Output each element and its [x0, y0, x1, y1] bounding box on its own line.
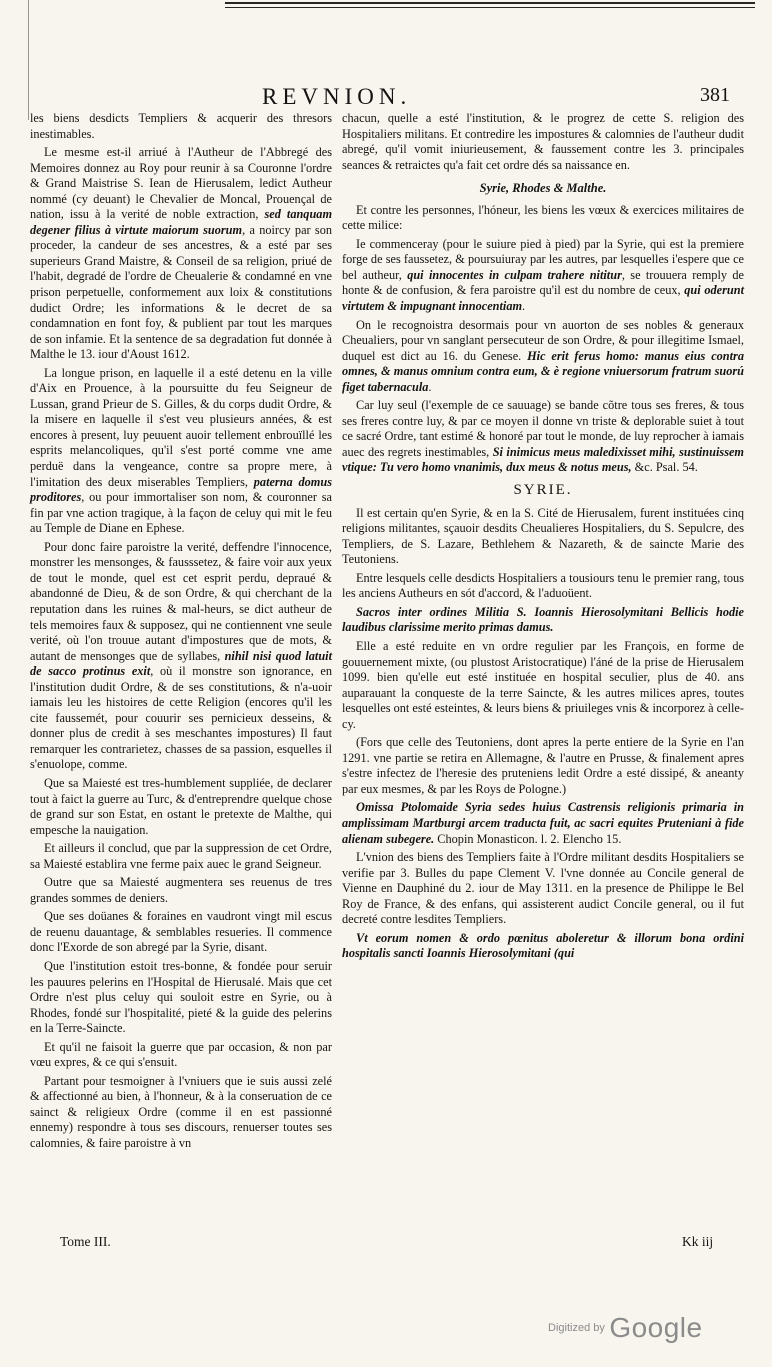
right-column [342, 111, 744, 965]
volume-label: Tome III. [60, 1234, 111, 1249]
latin-quotation: Sacros inter ordines Militia S. Ioannis Hierosolymitani Bellicis hodie laudibus clarissime merito primas damus. [342, 604, 744, 635]
right-paragraphs-a [342, 203, 744, 476]
latin-quotation: Si inimicus meus maledixisset mihi, sustinuissem vtique: Tu vero homo vnanimis, dux meus & notus meus, [342, 444, 744, 475]
paragraph [342, 850, 744, 928]
paragraph [30, 959, 332, 1037]
paragraph [30, 366, 332, 537]
text-run: , se trouuera remply de honte & de confusion, & fera paroistre qu'il est du nombre de ceux, [342, 267, 744, 298]
text-run: . [522, 299, 526, 314]
text-run: &c. Psal. 54. [631, 460, 698, 475]
paragraph [342, 506, 744, 568]
text-run: chacun, quelle a esté l'institution, & le progrez de cette S. religion des Hospitaliers militans. Et contredire les impostures & calomnies de l'autheur dudit abregé, qu'il vomit iniurieusement, & faussement contre les 3. principales seances & retraictes qu'a fait cet ordre dés sa naissance en. [342, 111, 744, 172]
text-run: , a noircy par son proceder, la candeur de ses ancestres, & a esté par ses superieurs Grand Maistre, & Conseil de sa religion, priué de l'habit, degradé de l'ordre de Cheualerie & condamné en vne prison perpetuelle, conformement aux loix & constitutions dudict Ordre; les informations & le decret de sa condamnation en font foy, & publient par tout les marques de son infamie. Et la sentence de sa degradation fut donnée à Malthe le 13. iour d'Aoust 1612. [30, 222, 332, 362]
text-run: Il est certain qu'en Syrie, & en la S. Cité de Hierusalem, furent instituées cinq religions militantes, sçauoir desdits Cheualieres Hospitaliers, du S. Sepulcre, des Templiers, de S. Lazare, Bethlehem & Nazareth, & de saincte Marie des Teutoniens. [342, 505, 744, 567]
paragraph [30, 111, 332, 142]
text-run: , où il monstre son ignorance, en l'institution dudit Ordre, & de ses constitutions, & n'a-uoir iamais leu les histoires de cette Religion (encores qu'il les cite faussemét, pour couurir ses pernicieux desseins, & donner plus de credit à ses meschantes impostures) Il faut remarquer les contrarietez, chasses de sa passion, esquelles il s'enuolope, comme. [30, 664, 332, 772]
latin-quotation: sed tanquam degener filius à virtute maiorum suorum [30, 207, 333, 237]
gutter-line [28, 0, 29, 120]
paragraph [30, 145, 332, 363]
text-run: Elle a esté reduite en vn ordre regulier par les François, en forme de gouuernement mixte, (ou plustost Aristocratique) l'áné de la prise de Hierusalem 1099. bien qu'elle eut esté instituée en hospital seculier, plus de 40. ans auparauant la conqueste de la terre Saincte, & les autres milices apres, toutes lesquelles ont esté esteintes, & leurs biens & priuileges vnis & incorporez à celle-cy. [342, 638, 744, 731]
paragraph [342, 398, 744, 476]
paragraph [342, 639, 744, 732]
text-run: . [428, 379, 432, 394]
paragraph [30, 841, 332, 872]
text-run: Entre lesquels celle desdicts Hospitaliers a tousiours tenu le premier rang, tous les anciens Autheurs en sót d'accord, & l'aduoüent. [342, 570, 744, 601]
paragraph [342, 735, 744, 797]
latin-quotation: nihil nisi quod latuit de sacco protinus exit [30, 648, 333, 679]
text-run: Que sa Maiesté est tres-humblement suppliée, de declarer tout à faict la guerre au Turc, & d'entreprendre quelque chose de grand sur son Estat, en ostant le pretexte de Malthe, qui empesche la nauigation. [30, 775, 332, 837]
digitized-watermark [548, 1312, 703, 1344]
paragraph [30, 1074, 332, 1152]
latin-quotation: qui oderunt virtutem & impugnant innocentiam [342, 283, 744, 314]
paragraph [30, 875, 332, 906]
right-paragraphs-b [342, 506, 744, 962]
text-run: Pour donc faire paroistre la verité, deffendre l'innocence, monstrer les mensonges, & fausssetez, & faire voir aux yeux de tout le monde, quel est cet esprit perdu, depraué & abandonné de Dieu, & de son Ordre, & qui cherchant de la reputation dans les ruines & mal-heurs, se dict autheur de tels memoires faux & supposez, qui ne contiennent vne seule verité, où l'on trouue autant d'impostures que de mots, & autant de mensonges que de syllabes, [30, 539, 332, 663]
running-title: REVNION. [262, 84, 412, 109]
section-subheading: Syrie, Rhodes & Malthe. [479, 181, 607, 196]
paragraph [30, 909, 332, 956]
paragraph [342, 237, 744, 315]
left-paragraphs [30, 111, 332, 1152]
signature-mark: Kk iij [682, 1234, 714, 1249]
text-run: Car luy seul (l'exemple de ce sauuage) se bande cõtre tous ses freres, & tous ses freres contre luy, & par ce moyen il donne vn triste & deplorable suiet à tout ce sacré Ordre, tant estimé & honoré par tout le monde, de luy reprocher à iamais auec des regrets inestimables, [342, 398, 744, 459]
page-number: 381 [700, 84, 730, 106]
paragraph [342, 318, 744, 396]
paragraph [342, 605, 744, 636]
top-rule-thin [225, 7, 755, 8]
text-run: Ie commenceray (pour le suiure pied à pied) par la Syrie, qui est la premiere forge de ses faussetez, & poursuiuray par les autres, par lesquelles i'espere que ce bel autheur, [342, 236, 744, 282]
paragraph [342, 800, 744, 847]
paragraph [342, 203, 744, 234]
text-run: (Fors que celle des Teutoniens, dont apres la perte entiere de la Syrie en l'an 1291. vne partie se retira en Allemagne, & l'autre en Prusse, & finalement apres s'estre infectez de l'heresie des pruteniens ledit Ordre a esté dissipé, & aneanty par eux mesmes, & par les Roys de Pologne.) [342, 735, 744, 796]
google-logo: Google [609, 1312, 703, 1343]
paragraph [30, 1040, 332, 1071]
text-run: On le recognoistra desormais pour vn auorton de ses nobles & generaux Cheualiers, pour vn sanglant persecuteur de son Ordre, & pour illegitime Ismael, duquel est dict au 16. du Genese. [342, 317, 744, 363]
text-run: Chopin Monasticon. l. 2. Elencho 15. [434, 831, 622, 846]
text-run: Et qu'il ne faisoit la guerre que par occasion, & non par vœu expres, & ce qui s'ensuit. [30, 1039, 332, 1070]
text-run: Le mesme est-il arriué à l'Autheur de l'Abbregé des Memoires donnez au Roy pour reunir à sa Couronne l'ordre & Grand Maistrise S. Iean de Hierusalem, ledict Autheur nommé (cy deuant) le Chevalier de Moncal, Prouençal de nation, issu à la verité de noble extraction, [30, 145, 332, 222]
text-run: Que ses doüanes & foraines en vaudront vingt mil escus de reuenu dauantage, & semblables resueries. Il commence donc l'Exorde de son abregé par la Syrie, disant. [30, 909, 332, 955]
text-run: les biens desdicts Templiers & acquerir des thresors inestimables. [30, 111, 332, 141]
text-run: L'vnion des biens des Templiers faite à l'Ordre militant desdits Hospitaliers se verifie par 3. Bulles du pape Clement V. l'vne donnée au Concile general de Vienne en Dauphiné du 2. iour de May 1311. en la presence de Philippe le Bel Roy de France, & des enfans, qui assisterent audict Concile general, ou il fut decreté contre lesdites Templiers. [342, 850, 744, 927]
latin-quotation: qui innocentes in culpam trahere nititur [407, 267, 622, 282]
text-run: Et ailleurs il conclud, que par la suppression de cet Ordre, sa Maiesté establira vne ferme paix auec le grand Seigneur. [30, 841, 332, 871]
paragraph [342, 571, 744, 602]
text-run: Et contre les personnes, l'hóneur, les biens les vœux & exercices militaires de cette milice: [342, 202, 744, 233]
latin-quotation: Omissa Ptolomaide Syria sedes huius Castrensis religionis primaria in amplissimam Martburgi arcem traducta fuit, ac sacri equites Pruteniani à fide alienam subegere. [342, 800, 744, 846]
top-rule [225, 2, 755, 4]
paragraph [342, 931, 744, 962]
section-title-syrie: SYRIE. [513, 482, 573, 499]
right-intro-paragraph [342, 111, 744, 173]
text-run: Que l'institution estoit tres-bonne, & fondée pour seruir les pauures pelerins en l'Hospital de Hierusalé. Mais que cet Ordre n'est plus celuy qui souloit estre en Syrie, ou à Rhodes, fondé sur l'hospitalité, pieté & la guide des pelerins en la Terre-Saincte. [30, 958, 332, 1036]
watermark-prefix: Digitized by [548, 1322, 605, 1334]
paragraph [30, 776, 332, 838]
latin-quotation: Vt eorum nomen & ordo pœnitus aboleretur & illorum bona ordini hospitalis sancti Ioannis Hierosolymitani (qui [342, 930, 744, 961]
paragraph [30, 540, 332, 773]
text-run: , ou pour immortaliser son nom, & couronner sa fin par vne action tragique, à la façon de celuy qui mit le feu au Temple de Diane en Ephese. [30, 490, 332, 536]
left-column [30, 111, 332, 1155]
latin-quotation: Hic erit ferus homo: manus eius contra omnes, & manus omnium contra eum, & è regione vniuersorum fratrum suorú figet tabernacula [342, 348, 744, 394]
latin-quotation: paterna domus proditores [30, 474, 332, 505]
text-run: La longue prison, en laquelle il a esté detenu en la ville d'Aix en Prouence, à la poursuitte du feu Seigneur de Lussan, grand Prieur de S. Gilles, & du corps dudit Ordre, & la misere en laquelle il s'est veu plusieurs années, & est encores à present, luy peuuent auoir tellement enbrouïllé les esprits melancoliques, qu'il s'est porté comme vne ame perduë dans la vengeance, contre sa propre mere, à l'imitation des deux miserables Templiers, [30, 365, 332, 489]
text-run: Outre que sa Maiesté augmentera ses reuenus de tres grandes sommes de deniers. [30, 875, 332, 905]
text-run: Partant pour tesmoigner à l'vniuers que ie suis aussi zelé & affectionné au bien, à l'honneur, & à la conseruation de ce sainct & religieux Ordre (comme il en est passionné ennemy) respondre à tous ses discours, renuerser toutes ses calomnies, & faire paroistre à vn [30, 1073, 332, 1150]
